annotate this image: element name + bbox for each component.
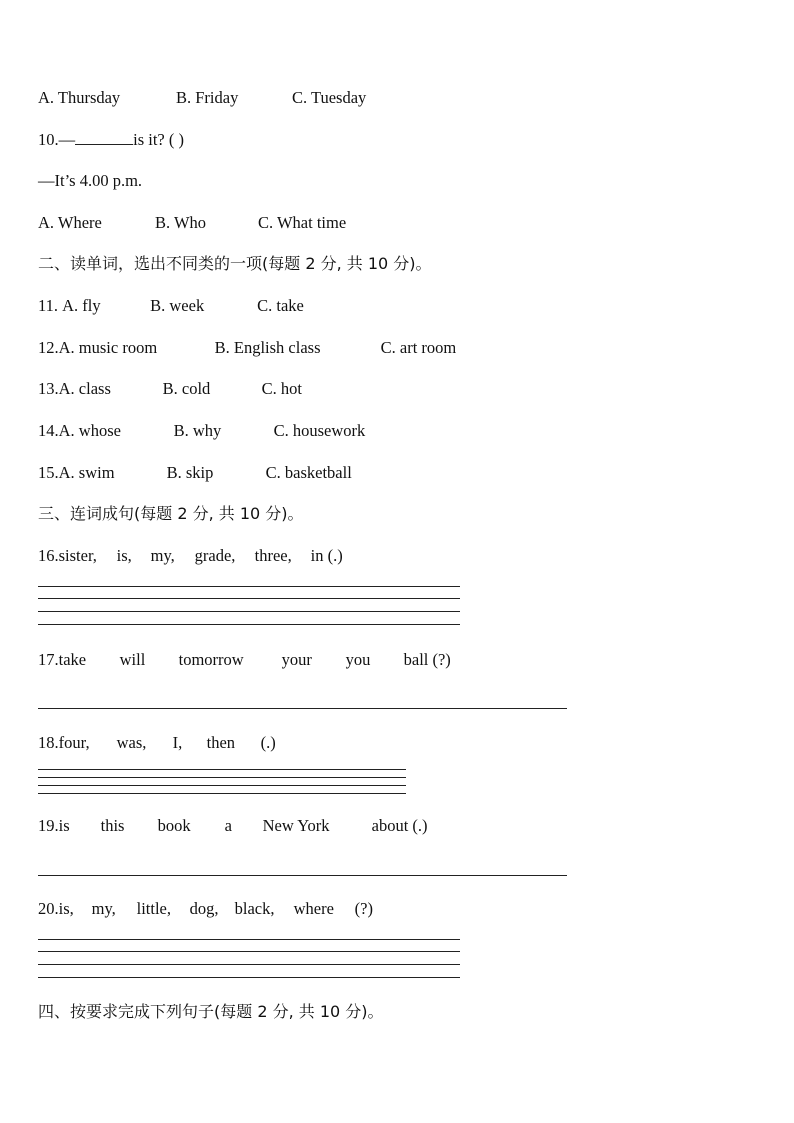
q18-answer-line[interactable] — [38, 777, 406, 778]
q16-word: grade, — [194, 546, 236, 565]
q20-word: black, — [234, 899, 275, 918]
q20-answer-line[interactable] — [38, 951, 460, 952]
q17-answer-line[interactable] — [38, 708, 567, 709]
q13-option-c: C. hot — [261, 379, 302, 398]
q16-answer-line[interactable] — [38, 611, 460, 612]
section2-heading: 二、读单词，选出不同类的一项(每题 2 分, 共 10 分)。 — [38, 254, 432, 273]
q9-option-a: A. Thursday — [38, 88, 121, 107]
q12-option-a: A. music room — [58, 338, 158, 357]
q13-num: 13. — [38, 379, 59, 398]
q12-option-b: B. English class — [214, 338, 321, 357]
q16-word: in (.) — [310, 546, 343, 565]
q12 — [38, 338, 456, 358]
q18-word: (.) — [260, 733, 276, 752]
q19-word: a — [224, 816, 232, 835]
q11-option-c: C. take — [257, 296, 304, 315]
q11-num: 11. — [38, 296, 63, 315]
q20-word: my, — [91, 899, 116, 918]
q18-answer-line[interactable] — [38, 769, 406, 770]
q10-question — [38, 130, 184, 150]
q17-word: will — [119, 650, 146, 669]
q20-word: where — [293, 899, 334, 918]
q18-num: 18. — [38, 733, 59, 752]
q18-answer-line[interactable] — [38, 785, 406, 786]
q18-word: then — [206, 733, 236, 752]
q18-word: I, — [172, 733, 183, 752]
q19-answer-line[interactable] — [38, 875, 567, 876]
q18-word: was, — [116, 733, 147, 752]
q13-option-b: B. cold — [162, 379, 211, 398]
q17-word: you — [345, 650, 371, 669]
q19-word: New York — [262, 816, 330, 835]
q15-option-a: A. swim — [58, 463, 115, 482]
q10-option-c: C. What time — [258, 213, 347, 232]
q17-word: ball (?) — [403, 650, 451, 669]
q11-option-b: B. week — [150, 296, 205, 315]
q17-word: take — [58, 650, 87, 669]
q20-answer-line[interactable] — [38, 964, 460, 965]
q20-word: little, — [136, 899, 171, 918]
q18 — [38, 733, 276, 753]
section4-heading: 四、按要求完成下列句子(每题 2 分, 共 10 分)。 — [38, 1002, 384, 1021]
q16-word: my, — [150, 546, 175, 565]
q14-num: 14. — [38, 421, 59, 440]
q20-num: 20. — [38, 899, 59, 918]
q15-option-b: B. skip — [166, 463, 214, 482]
q19-word: this — [100, 816, 125, 835]
q10-options — [38, 213, 346, 233]
q16-word: is, — [116, 546, 132, 565]
q14 — [38, 421, 365, 441]
q18-word: four, — [58, 733, 90, 752]
q9-options — [38, 88, 366, 108]
q16-answer-line[interactable] — [38, 586, 460, 587]
q12-option-c: C. art room — [380, 338, 457, 357]
q11 — [38, 296, 304, 316]
q13 — [38, 379, 302, 399]
q20-word: (?) — [354, 899, 373, 918]
q15-option-c: C. basketball — [265, 463, 352, 482]
q14-option-b: B. why — [173, 421, 222, 440]
q19-num: 19. — [38, 816, 59, 835]
q20-answer-line[interactable] — [38, 939, 460, 940]
q9-option-b: B. Friday — [176, 88, 239, 107]
q9-option-c: C. Tuesday — [292, 88, 367, 107]
q16-answer-line[interactable] — [38, 598, 460, 599]
q14-option-a: A. whose — [58, 421, 121, 440]
q10-answer: —It’s 4.00 p.m. — [38, 171, 143, 190]
q19 — [38, 816, 428, 836]
section3-heading: 三、连词成句(每题 2 分, 共 10 分)。 — [38, 504, 304, 523]
q10-option-a: A. Where — [38, 213, 102, 232]
q14-option-c: C. housework — [273, 421, 366, 440]
q19-word: about (.) — [371, 816, 428, 835]
q13-option-a: A. class — [58, 379, 111, 398]
q19-word: book — [157, 816, 191, 835]
q10-suffix: is it? ( ) — [133, 130, 184, 149]
q11-option-a: A. fly — [62, 296, 101, 315]
q20-word: is, — [58, 899, 74, 918]
q15-num: 15. — [38, 463, 59, 482]
q17-num: 17. — [38, 650, 59, 669]
q17-word: tomorrow — [178, 650, 244, 669]
q16-word: three, — [254, 546, 292, 565]
q15 — [38, 463, 352, 483]
q12-num: 12. — [38, 338, 59, 357]
q10-blank — [75, 130, 133, 145]
q20-answer-line[interactable] — [38, 977, 460, 978]
q16 — [38, 546, 343, 566]
q10-option-b: B. Who — [155, 213, 207, 232]
q10-prefix: 10.— — [38, 130, 76, 149]
q17-word: your — [281, 650, 312, 669]
q18-answer-line[interactable] — [38, 793, 406, 794]
q20-word: dog, — [189, 899, 219, 918]
q19-word: is — [58, 816, 70, 835]
q16-word: sister, — [58, 546, 97, 565]
q16-num: 16. — [38, 546, 59, 565]
q16-answer-line[interactable] — [38, 624, 460, 625]
q20 — [38, 899, 373, 919]
q17 — [38, 650, 451, 670]
